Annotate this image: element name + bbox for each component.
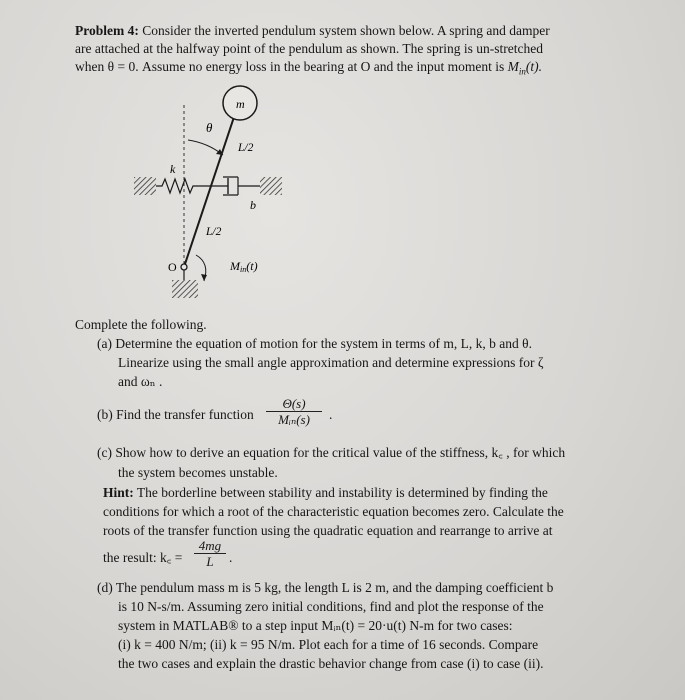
moment-arg: (t). xyxy=(525,59,543,74)
hint-line-1 xyxy=(103,484,643,502)
result-numerator: 4mg xyxy=(194,538,226,554)
right-wall xyxy=(260,177,282,195)
result-label: the result: k꜀ = xyxy=(103,550,183,565)
critical-stiffness-fraction xyxy=(194,538,226,569)
problem-line-3 xyxy=(75,58,635,81)
moment-label-arg: (t) xyxy=(246,259,258,273)
hint-text-1: The borderline between stability and instability is determined by finding the xyxy=(136,485,548,500)
part-d-line-2: is 10 N-s/m. Assuming zero initial conditions, find and plot the response of the xyxy=(118,599,544,614)
part-a-line-2: Linearize using the small angle approximation and determine expressions for ζ xyxy=(118,355,544,370)
lower-length-label: L/2 xyxy=(206,226,222,238)
part-d-line-5: the two cases and explain the drastic behavior change from case (i) to case (ii). xyxy=(118,656,544,671)
left-wall xyxy=(134,177,156,195)
part-b-text: (b) Find the transfer function xyxy=(97,407,254,422)
part-b-end: . xyxy=(329,407,333,422)
result-denominator: L xyxy=(206,554,214,569)
hint-line-3: roots of the transfer function using the quadratic equation and rearrange to arrive at xyxy=(103,523,553,538)
transfer-function-fraction xyxy=(266,396,322,427)
problem-text-1: Consider the inverted pendulum system shown below. A spring and damper xyxy=(142,23,550,38)
pivot-label: O xyxy=(168,260,177,274)
pendulum-rod xyxy=(184,117,234,267)
part-a-line-1: (a) Determine the equation of motion for the system in terms of m, L, k, b and θ. xyxy=(97,336,532,351)
moment-label-sub: in xyxy=(240,265,247,274)
moment-arrowhead xyxy=(201,274,207,281)
part-d-line-4: (i) k = 400 N/m; (ii) k = 95 N/m. Plot each for a time of 16 seconds. Compare xyxy=(118,637,539,652)
pivot-bearing xyxy=(181,264,187,270)
theta-label: θ xyxy=(206,120,213,135)
moment-subscript: in xyxy=(518,66,526,77)
result-end: . xyxy=(229,550,233,565)
part-c-line-2: the system becomes unstable. xyxy=(118,465,278,480)
ground xyxy=(172,280,198,298)
hint-line-2: conditions for which a root of the characteristic equation becomes zero. Calculate the xyxy=(103,504,564,519)
inverted-pendulum-diagram xyxy=(130,85,320,310)
part-a-line-3: and ωₙ . xyxy=(118,374,163,389)
problem-line-2: are attached at the halfway point of the pendulum as shown. The spring is un-stretched xyxy=(75,41,543,56)
part-c-line-1: (c) Show how to derive an equation for the critical value of the stiffness, k꜀ , for which xyxy=(97,445,566,460)
hint-label: Hint: xyxy=(103,485,134,500)
mass-label: m xyxy=(236,97,245,111)
tf-numerator: Θ(s) xyxy=(266,396,322,412)
problem-line-1 xyxy=(75,22,635,40)
intro-text: Complete the following. xyxy=(75,317,207,332)
part-d-line-1: (d) The pendulum mass m is 5 kg, the length L is 2 m, and the damping coefficient b xyxy=(97,580,554,595)
problem-label: Problem 4: xyxy=(75,23,139,38)
damper-label: b xyxy=(250,198,256,212)
moment-label-m: M xyxy=(230,259,240,273)
spring-label: k xyxy=(170,162,176,176)
upper-length-label: L/2 xyxy=(238,142,254,154)
moment-label xyxy=(229,259,258,274)
problem-text-3: when θ = 0. Assume no energy loss in the bearing at O and the input moment is xyxy=(75,59,505,74)
part-d-line-3: system in MATLAB® to a step input Mᵢₙ(t) = 20·u(t) N-m for two cases: xyxy=(118,618,513,633)
moment-symbol: M xyxy=(507,59,519,74)
tf-denominator: Mᵢₙ(s) xyxy=(278,412,310,427)
